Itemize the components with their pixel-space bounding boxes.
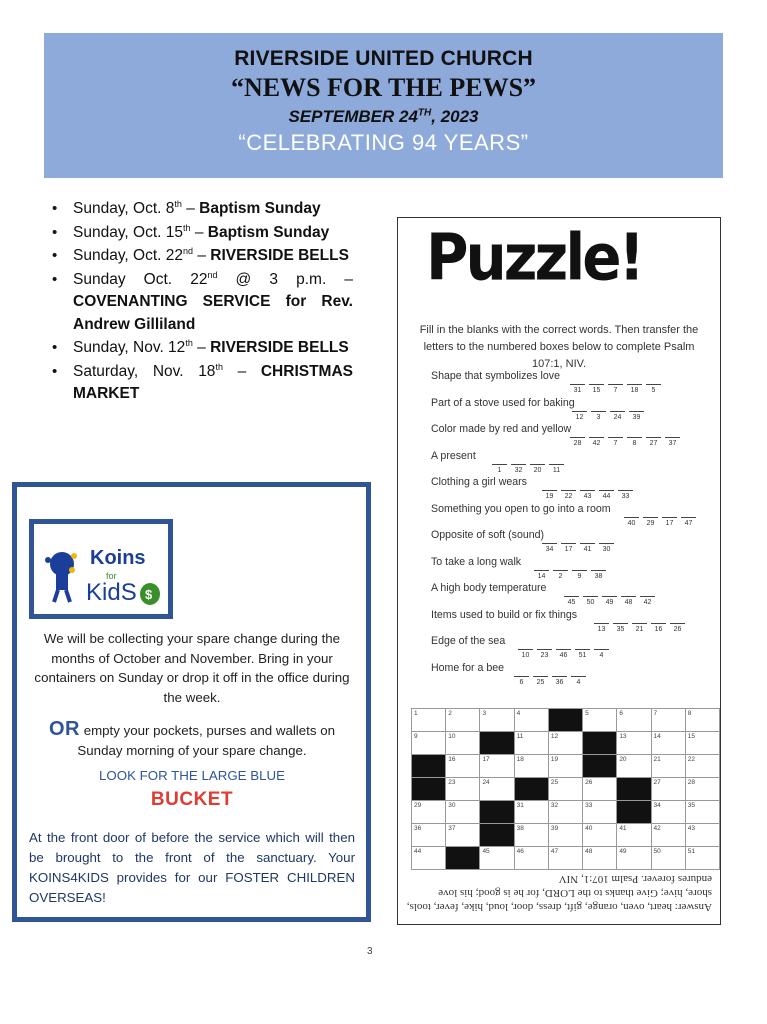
grid-black-cell bbox=[412, 778, 446, 801]
event-item: • Sunday, Nov. 12th – RIVERSIDE BELLS bbox=[50, 337, 353, 360]
puzzle-blank[interactable]: 41 bbox=[580, 543, 595, 553]
grid-row bbox=[412, 709, 720, 732]
puzzle-clue: To take a long walk bbox=[431, 555, 522, 568]
grid-black-cell bbox=[617, 801, 651, 824]
puzzle-blank[interactable]: 48 bbox=[621, 596, 636, 606]
puzzle-blank[interactable]: 42 bbox=[640, 596, 655, 606]
grid-cell[interactable]: 45 bbox=[480, 847, 514, 870]
svg-text:for: for bbox=[106, 571, 117, 581]
grid-cell[interactable]: 7 bbox=[651, 709, 685, 732]
grid-cell[interactable]: 38 bbox=[514, 824, 548, 847]
grid-cell[interactable]: 49 bbox=[617, 847, 651, 870]
puzzle-blank[interactable]: 1 bbox=[492, 464, 507, 474]
grid-cell[interactable]: 30 bbox=[446, 801, 480, 824]
puzzle-clue: A high body temperature bbox=[431, 582, 547, 594]
grid-cell[interactable]: 33 bbox=[583, 801, 617, 824]
grid-row bbox=[412, 755, 720, 778]
grid-cell[interactable]: 2 bbox=[446, 709, 480, 732]
grid-black-cell bbox=[446, 847, 480, 870]
grid-cell[interactable]: 25 bbox=[548, 778, 582, 801]
puzzle-blank[interactable]: 14 bbox=[534, 570, 549, 580]
koins-logo bbox=[29, 519, 173, 619]
puzzle-clue: Home for a bee bbox=[431, 661, 505, 674]
grid-cell[interactable]: 27 bbox=[651, 778, 685, 801]
anniversary-tagline: “CELEBRATING 94 YEARS” bbox=[238, 130, 529, 155]
grid-black-cell bbox=[480, 801, 514, 824]
puzzle-blank[interactable]: 39 bbox=[629, 411, 644, 421]
puzzle-blank[interactable]: 47 bbox=[681, 517, 696, 527]
puzzle-blanks bbox=[570, 384, 661, 394]
puzzle-blank[interactable]: 42 bbox=[589, 437, 604, 447]
page-number: 3 bbox=[367, 946, 373, 957]
puzzle-blank[interactable]: 6 bbox=[514, 676, 529, 686]
puzzle-clue: Shape that symbolizes love bbox=[431, 370, 560, 382]
puzzle-blank[interactable]: 34 bbox=[542, 543, 557, 553]
grid-cell[interactable]: 40 bbox=[583, 824, 617, 847]
puzzle-answer: Answer: heart, oven, orange, gift, dress, door, loud, hike, fever, tools, shore, hive; Give thanks to the LORD, for he is good; his love endures forever. Psalm 107:1, NIV bbox=[406, 873, 712, 913]
puzzle-blank[interactable]: 26 bbox=[670, 623, 685, 633]
puzzle-blank[interactable]: 24 bbox=[610, 411, 625, 421]
grid-cell[interactable]: 4 bbox=[514, 709, 548, 732]
puzzle-blank[interactable]: 49 bbox=[602, 596, 617, 606]
puzzle-clue: Part of a stove used for baking bbox=[431, 396, 575, 409]
puzzle-blanks bbox=[594, 623, 685, 633]
grid-row bbox=[412, 847, 720, 870]
puzzle-blank[interactable]: 3 bbox=[591, 411, 606, 421]
grid-cell[interactable]: 28 bbox=[685, 778, 719, 801]
grid-black-cell bbox=[583, 755, 617, 778]
puzzle-blank[interactable]: 28 bbox=[570, 437, 585, 447]
grid-row bbox=[412, 824, 720, 847]
events-list bbox=[50, 198, 353, 407]
puzzle-blank[interactable]: 9 bbox=[572, 570, 587, 580]
puzzle-blank[interactable]: 40 bbox=[624, 517, 639, 527]
grid-cell[interactable]: 39 bbox=[548, 824, 582, 847]
puzzle-blank[interactable]: 22 bbox=[561, 490, 576, 500]
puzzle-blank[interactable]: 4 bbox=[594, 649, 609, 659]
grid-cell[interactable]: 21 bbox=[651, 755, 685, 778]
grid-cell[interactable]: 26 bbox=[583, 778, 617, 801]
puzzle-blank[interactable]: 15 bbox=[589, 384, 604, 394]
grid-cell[interactable]: 22 bbox=[685, 755, 719, 778]
grid-cell[interactable]: 24 bbox=[480, 778, 514, 801]
koins-logo-icon bbox=[34, 524, 168, 614]
puzzle-blank[interactable]: 50 bbox=[583, 596, 598, 606]
puzzle-blanks bbox=[570, 437, 680, 447]
puzzle-blank[interactable]: 38 bbox=[591, 570, 606, 580]
svg-text:$: $ bbox=[145, 587, 153, 602]
grid-cell[interactable]: 8 bbox=[685, 709, 719, 732]
puzzle-blank[interactable]: 8 bbox=[627, 437, 642, 447]
puzzle-blanks bbox=[572, 411, 644, 421]
puzzle-blank[interactable]: 43 bbox=[580, 490, 595, 500]
puzzle-blank[interactable]: 46 bbox=[556, 649, 571, 659]
grid-cell[interactable]: 16 bbox=[446, 755, 480, 778]
puzzle-blanks bbox=[542, 543, 614, 553]
grid-cell[interactable]: 46 bbox=[514, 847, 548, 870]
puzzle-blank[interactable]: 25 bbox=[533, 676, 548, 686]
grid-cell[interactable]: 6 bbox=[617, 709, 651, 732]
puzzle-blank[interactable]: 13 bbox=[594, 623, 609, 633]
puzzle-blank[interactable]: 10 bbox=[518, 649, 533, 659]
grid-cell[interactable]: 35 bbox=[685, 801, 719, 824]
grid-cell[interactable]: 44 bbox=[412, 847, 446, 870]
grid-cell[interactable]: 20 bbox=[617, 755, 651, 778]
grid-cell[interactable]: 47 bbox=[548, 847, 582, 870]
puzzle-blanks bbox=[518, 649, 609, 659]
puzzle-blank[interactable]: 11 bbox=[549, 464, 564, 474]
grid-cell[interactable]: 10 bbox=[446, 732, 480, 755]
puzzle-blank[interactable]: 20 bbox=[530, 464, 545, 474]
puzzle-clue: Items used to build or fix things bbox=[431, 608, 578, 621]
svg-text:Koins: Koins bbox=[90, 547, 146, 569]
svg-text:KidS: KidS bbox=[86, 579, 137, 606]
puzzle-blank[interactable]: 36 bbox=[552, 676, 567, 686]
grid-black-cell bbox=[412, 755, 446, 778]
puzzle-blanks bbox=[542, 490, 633, 500]
grid-row bbox=[412, 778, 720, 801]
grid-cell[interactable]: 15 bbox=[685, 732, 719, 755]
grid-cell[interactable]: 41 bbox=[617, 824, 651, 847]
puzzle-blank[interactable]: 4 bbox=[571, 676, 586, 686]
puzzle-blank[interactable]: 51 bbox=[575, 649, 590, 659]
puzzle-blank[interactable]: 35 bbox=[613, 623, 628, 633]
puzzle-blank[interactable]: 17 bbox=[561, 543, 576, 553]
grid-black-cell bbox=[480, 824, 514, 847]
puzzle-clue: Clothing a girl wears bbox=[431, 476, 527, 488]
puzzle-blank[interactable]: 27 bbox=[646, 437, 661, 447]
grid-cell[interactable]: 31 bbox=[514, 801, 548, 824]
puzzle-blank[interactable]: 31 bbox=[570, 384, 585, 394]
koins-look-text: LOOK FOR THE LARGE BLUE bbox=[99, 768, 285, 783]
grid-black-cell bbox=[583, 732, 617, 755]
grid-black-cell bbox=[480, 732, 514, 755]
puzzle-title: Puzzle! bbox=[426, 220, 642, 295]
puzzle-blanks bbox=[514, 676, 586, 686]
grid-cell[interactable]: 3 bbox=[480, 709, 514, 732]
koins-or-text: OR empty your pockets, purses and wallets on Sunday morning of your spare change. bbox=[49, 718, 335, 758]
grid-black-cell bbox=[514, 778, 548, 801]
grid-cell[interactable]: 32 bbox=[548, 801, 582, 824]
puzzle-blank[interactable]: 32 bbox=[511, 464, 526, 474]
puzzle-blank[interactable]: 30 bbox=[599, 543, 614, 553]
puzzle-blank[interactable]: 19 bbox=[542, 490, 557, 500]
grid-cell[interactable]: 36 bbox=[412, 824, 446, 847]
grid-row bbox=[412, 801, 720, 824]
grid-cell[interactable]: 43 bbox=[685, 824, 719, 847]
puzzle-blank[interactable]: 2 bbox=[553, 570, 568, 580]
puzzle-blanks bbox=[492, 464, 564, 474]
grid-cell[interactable]: 29 bbox=[412, 801, 446, 824]
puzzle-blank[interactable]: 7 bbox=[608, 384, 623, 394]
grid-cell[interactable]: 51 bbox=[685, 847, 719, 870]
koins-for-kids-box bbox=[12, 482, 371, 922]
puzzle-clue: Opposite of soft (sound) bbox=[431, 529, 545, 541]
grid-cell[interactable]: 13 bbox=[617, 732, 651, 755]
koins-closing-text: At the front door of before the service which will then be brought to the front of the sanctuary. Your KOINS4KIDS provides for our FOSTER CHILDREN OVERSEAS! bbox=[29, 830, 355, 905]
grid-cell[interactable]: 34 bbox=[651, 801, 685, 824]
puzzle-box bbox=[397, 217, 721, 925]
puzzle-clue: Something you open to go into a room bbox=[431, 502, 611, 515]
grid-cell[interactable]: 9 bbox=[412, 732, 446, 755]
puzzle-blank[interactable]: 33 bbox=[618, 490, 633, 500]
puzzle-blank[interactable]: 5 bbox=[646, 384, 661, 394]
event-item: • Sunday, Oct. 8th – Baptism Sunday bbox=[50, 198, 353, 221]
event-item: • Saturday, Nov. 18th – CHRISTMAS MARKET bbox=[50, 361, 353, 406]
puzzle-clue: Color made by red and yellow bbox=[431, 423, 572, 435]
grid-cell[interactable]: 42 bbox=[651, 824, 685, 847]
newsletter-date: SEPTEMBER 24TH, 2023 bbox=[288, 107, 479, 126]
grid-cell[interactable]: 1 bbox=[412, 709, 446, 732]
newsletter-header bbox=[44, 33, 723, 178]
puzzle-blank[interactable]: 44 bbox=[599, 490, 614, 500]
koins-bucket-text: BUCKET bbox=[150, 789, 234, 810]
grid-cell[interactable]: 12 bbox=[548, 732, 582, 755]
grid-cell[interactable]: 11 bbox=[514, 732, 548, 755]
grid-cell[interactable]: 17 bbox=[480, 755, 514, 778]
puzzle-blank[interactable]: 29 bbox=[643, 517, 658, 527]
grid-cell[interactable]: 14 bbox=[651, 732, 685, 755]
puzzle-instructions: Fill in the blanks with the correct words. Then transfer the letters to the numbered boxes below to complete Psalm 107:1, NIV. bbox=[419, 324, 699, 370]
grid-cell[interactable]: 50 bbox=[651, 847, 685, 870]
puzzle-blanks bbox=[564, 596, 655, 606]
puzzle-blanks bbox=[534, 570, 606, 580]
grid-cell[interactable]: 23 bbox=[446, 778, 480, 801]
puzzle-blank[interactable]: 18 bbox=[627, 384, 642, 394]
grid-black-cell bbox=[548, 709, 582, 732]
grid-cell[interactable]: 18 bbox=[514, 755, 548, 778]
grid-black-cell bbox=[617, 778, 651, 801]
grid-row bbox=[412, 732, 720, 755]
grid-cell[interactable]: 19 bbox=[548, 755, 582, 778]
newsletter-title: “NEWS FOR THE PEWS” bbox=[230, 73, 537, 102]
puzzle-blank[interactable]: 37 bbox=[665, 437, 680, 447]
puzzle-blank[interactable]: 17 bbox=[662, 517, 677, 527]
puzzle-blank[interactable]: 16 bbox=[651, 623, 666, 633]
puzzle-blank[interactable]: 23 bbox=[537, 649, 552, 659]
puzzle-blank[interactable]: 21 bbox=[632, 623, 647, 633]
puzzle-grid bbox=[411, 708, 720, 870]
church-name: RIVERSIDE UNITED CHURCH bbox=[234, 47, 533, 70]
puzzle-blank[interactable]: 45 bbox=[564, 596, 579, 606]
puzzle-blank[interactable]: 12 bbox=[572, 411, 587, 421]
grid-cell[interactable]: 37 bbox=[446, 824, 480, 847]
grid-cell[interactable]: 5 bbox=[583, 709, 617, 732]
puzzle-blank[interactable]: 7 bbox=[608, 437, 623, 447]
event-item: • Sunday Oct. 22nd @ 3 p.m. – COVENANTING SERVICE for Rev. Andrew Gilliland bbox=[50, 269, 353, 337]
koins-collection-text: We will be collecting your spare change during the months of October and November. Bring in your containers on Sunday or drop it off in the office during the week. bbox=[34, 631, 350, 705]
puzzle-clue: A present bbox=[431, 449, 476, 462]
event-item: • Sunday, Oct. 22nd – RIVERSIDE BELLS bbox=[50, 245, 353, 268]
puzzle-clue: Edge of the sea bbox=[431, 635, 506, 647]
puzzle-blanks bbox=[624, 517, 696, 527]
event-item: • Sunday, Oct. 15th – Baptism Sunday bbox=[50, 222, 353, 245]
grid-cell[interactable]: 48 bbox=[583, 847, 617, 870]
